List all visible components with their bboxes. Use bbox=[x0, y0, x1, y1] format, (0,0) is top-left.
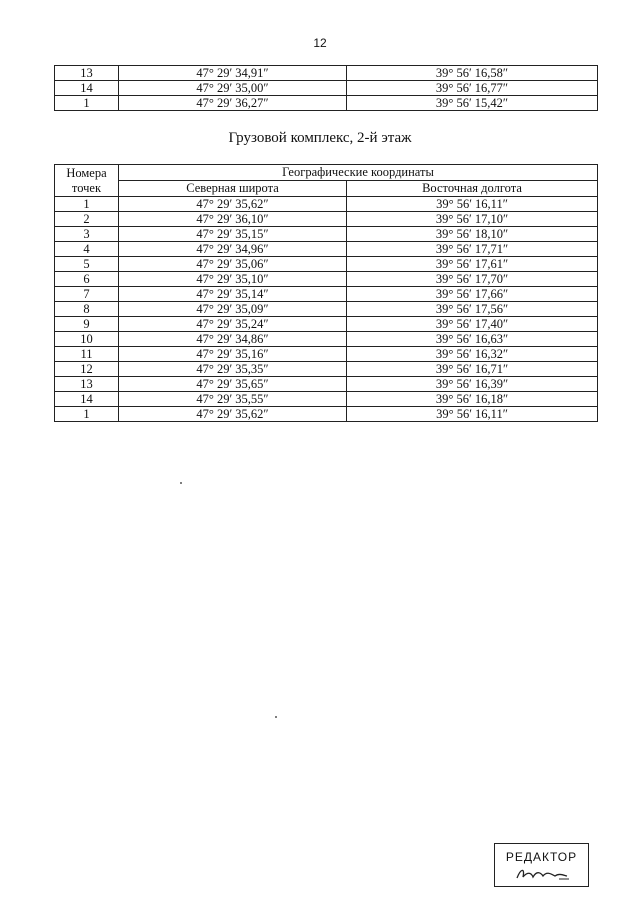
latitude-cell: 47° 29′ 35,06″ bbox=[119, 257, 347, 272]
latitude-cell: 47° 29′ 34,96″ bbox=[119, 242, 347, 257]
point-number: 3 bbox=[55, 227, 119, 242]
point-number: 14 bbox=[55, 81, 119, 96]
longitude-cell: 39° 56′ 17,40″ bbox=[347, 317, 598, 332]
latitude-cell: 47° 29′ 35,62″ bbox=[119, 407, 347, 422]
table-row bbox=[55, 272, 598, 287]
table-row bbox=[55, 81, 598, 96]
stamp-label: РЕДАКТОР bbox=[505, 850, 578, 864]
latitude-cell: 47° 29′ 35,10″ bbox=[119, 272, 347, 287]
longitude-cell: 39° 56′ 17,66″ bbox=[347, 287, 598, 302]
header-point-numbers: Номера точек bbox=[55, 165, 119, 197]
section-title: Грузовой комплекс, 2-й этаж bbox=[228, 130, 412, 146]
table-row bbox=[55, 347, 598, 362]
longitude-cell: 39° 56′ 17,61″ bbox=[347, 257, 598, 272]
latitude-cell: 47° 29′ 35,16″ bbox=[119, 347, 347, 362]
latitude-cell: 47° 29′ 35,62″ bbox=[119, 197, 347, 212]
longitude-cell: 39° 56′ 18,10″ bbox=[347, 227, 598, 242]
point-number: 13 bbox=[55, 377, 119, 392]
latitude-cell: 47° 29′ 36,27″ bbox=[119, 96, 347, 111]
longitude-cell: 39° 56′ 16,18″ bbox=[347, 392, 598, 407]
longitude-cell: 39° 56′ 16,11″ bbox=[347, 197, 598, 212]
latitude-cell: 47° 29′ 35,00″ bbox=[119, 81, 347, 96]
table-row bbox=[55, 362, 598, 377]
point-number: 14 bbox=[55, 392, 119, 407]
table-row bbox=[55, 96, 598, 111]
longitude-cell: 39° 56′ 16,58″ bbox=[347, 66, 598, 81]
point-number: 7 bbox=[55, 287, 119, 302]
point-number: 13 bbox=[55, 66, 119, 81]
point-number: 11 bbox=[55, 347, 119, 362]
header-longitude: Восточная долгота bbox=[347, 181, 598, 197]
point-number: 1 bbox=[55, 407, 119, 422]
coordinates-table-continued bbox=[54, 65, 598, 111]
latitude-cell: 47° 29′ 35,35″ bbox=[119, 362, 347, 377]
table-row bbox=[55, 197, 598, 212]
table-row bbox=[55, 227, 598, 242]
latitude-cell: 47° 29′ 35,15″ bbox=[119, 227, 347, 242]
latitude-cell: 47° 29′ 35,65″ bbox=[119, 377, 347, 392]
longitude-cell: 39° 56′ 17,71″ bbox=[347, 242, 598, 257]
point-number: 9 bbox=[55, 317, 119, 332]
editor-stamp bbox=[494, 843, 589, 887]
latitude-cell: 47° 29′ 36,10″ bbox=[119, 212, 347, 227]
point-number: 2 bbox=[55, 212, 119, 227]
point-number: 1 bbox=[55, 197, 119, 212]
table-row bbox=[55, 407, 598, 422]
point-number: 12 bbox=[55, 362, 119, 377]
point-number: 6 bbox=[55, 272, 119, 287]
point-number: 1 bbox=[55, 96, 119, 111]
longitude-cell: 39° 56′ 16,32″ bbox=[347, 347, 598, 362]
latitude-cell: 47° 29′ 35,24″ bbox=[119, 317, 347, 332]
scan-speck bbox=[180, 482, 182, 484]
latitude-cell: 47° 29′ 35,55″ bbox=[119, 392, 347, 407]
table-row bbox=[55, 332, 598, 347]
longitude-cell: 39° 56′ 16,71″ bbox=[347, 362, 598, 377]
scan-speck bbox=[275, 716, 277, 718]
latitude-cell: 47° 29′ 34,86″ bbox=[119, 332, 347, 347]
table-row bbox=[55, 392, 598, 407]
longitude-cell: 39° 56′ 16,39″ bbox=[347, 377, 598, 392]
longitude-cell: 39° 56′ 17,56″ bbox=[347, 302, 598, 317]
longitude-cell: 39° 56′ 16,63″ bbox=[347, 332, 598, 347]
table-row bbox=[55, 302, 598, 317]
coordinates-table bbox=[54, 164, 598, 422]
header-latitude: Северная широта bbox=[119, 181, 347, 197]
table-row bbox=[55, 242, 598, 257]
point-number: 10 bbox=[55, 332, 119, 347]
longitude-cell: 39° 56′ 15,42″ bbox=[347, 96, 598, 111]
table-row bbox=[55, 66, 598, 81]
latitude-cell: 47° 29′ 35,14″ bbox=[119, 287, 347, 302]
header-geo-coordinates: Географические координаты bbox=[119, 165, 598, 181]
point-number: 8 bbox=[55, 302, 119, 317]
table-row bbox=[55, 212, 598, 227]
latitude-cell: 47° 29′ 34,91″ bbox=[119, 66, 347, 81]
longitude-cell: 39° 56′ 16,77″ bbox=[347, 81, 598, 96]
point-number: 5 bbox=[55, 257, 119, 272]
longitude-cell: 39° 56′ 16,11″ bbox=[347, 407, 598, 422]
signature-icon bbox=[513, 864, 575, 884]
table-row bbox=[55, 317, 598, 332]
longitude-cell: 39° 56′ 17,10″ bbox=[347, 212, 598, 227]
longitude-cell: 39° 56′ 17,70″ bbox=[347, 272, 598, 287]
latitude-cell: 47° 29′ 35,09″ bbox=[119, 302, 347, 317]
point-number: 4 bbox=[55, 242, 119, 257]
page-number: 12 bbox=[313, 36, 327, 50]
table-row bbox=[55, 287, 598, 302]
table-row bbox=[55, 377, 598, 392]
table-row bbox=[55, 257, 598, 272]
